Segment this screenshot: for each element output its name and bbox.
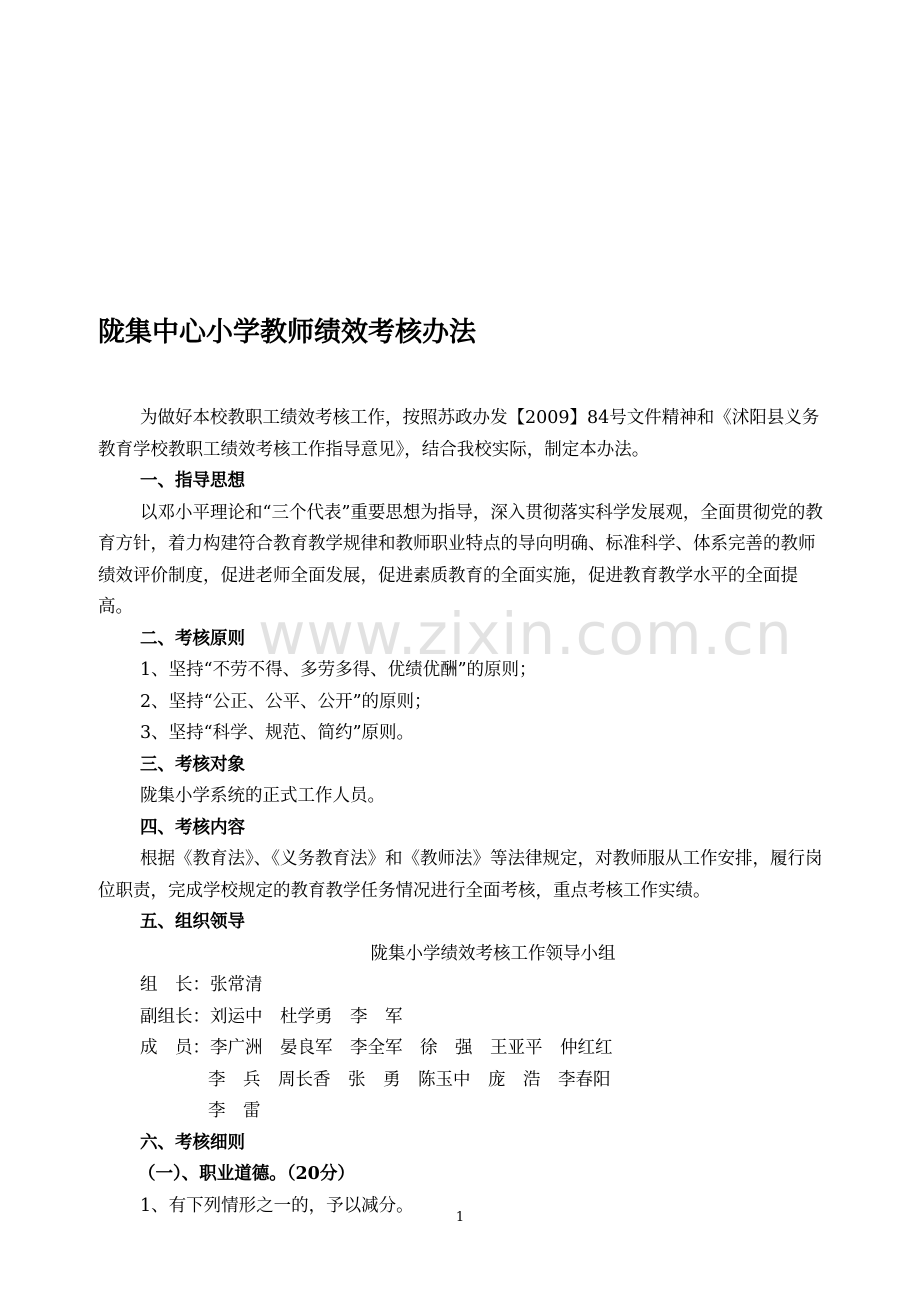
intro-paragraph: 为做好本校教职工绩效考核工作，按照苏政办发【2009】84号文件精神和《沭阳县义务教育学校教职工绩效考核工作指导意见》，结合我校实际，制定本办法。 <box>98 408 820 460</box>
rules-subheading: （一）、职业道德。（20分） <box>138 1164 355 1184</box>
group-deputy: 副组长：刘运中 杜学勇 李 军 <box>140 1006 403 1027</box>
group-members-line: 李 兵 周长香 张 勇 陈玉中 庞 浩 李春阳 <box>208 1069 611 1090</box>
document-body <box>98 403 828 1222</box>
group-title: 陇集小学绩效考核工作领导小组 <box>370 943 616 964</box>
principle-item: 1、坚持“不劳不得、多劳多得、优绩优酬”的原则； <box>140 660 537 680</box>
rules-item: 1、有下列情形之一的，予以减分。 <box>140 1195 414 1216</box>
section-heading-organization: 五、组织领导 <box>140 912 245 932</box>
section-heading-rules: 六、考核细则 <box>140 1132 245 1153</box>
group-members-line: 成 员：李广洲 晏良军 李全军 徐 强 王亚平 仲红红 <box>140 1038 613 1058</box>
group-leader: 组 长：张常清 <box>140 975 263 995</box>
section-heading-content: 四、考核内容 <box>140 817 245 838</box>
watermark: www.zixin.com.cn <box>258 600 793 668</box>
page-number: 1 <box>455 1210 465 1225</box>
principle-item: 3、坚持“科学、规范、简约”原则。 <box>140 723 415 743</box>
section-heading-guiding-ideology: 一、指导思想 <box>140 471 245 491</box>
section-heading-principles: 二、考核原则 <box>140 628 245 649</box>
content-paragraph: 根据《教育法》、《义务教育法》和《教师法》等法律规定，对教师服从工作安排，履行岗位职责，完成学校规定的教育教学任务情况进行全面考核，重点考核工作实绩。 <box>98 849 823 901</box>
targets-paragraph: 陇集小学系统的正式工作人员。 <box>140 786 385 806</box>
section-heading-targets: 三、考核对象 <box>140 754 245 775</box>
document-title: 陇集中心小学教师绩效考核办法 <box>98 317 476 348</box>
group-members-line: 李 雷 <box>208 1101 261 1121</box>
guiding-ideology-paragraph: 以邓小平理论和“三个代表”重要思想为指导，深入贯彻落实科学发展观，全面贯彻党的教育方针，着力构建符合教育教学规律和教师职业特点的导向明确、标准科学、体系完善的教师绩效评价制度，促进老师全面发展，促进素质教育的全面实施，促进教育教学水平的全面提高。 <box>98 502 823 617</box>
principle-item: 2、坚持“公正、公平、公开”的原则； <box>140 691 432 712</box>
